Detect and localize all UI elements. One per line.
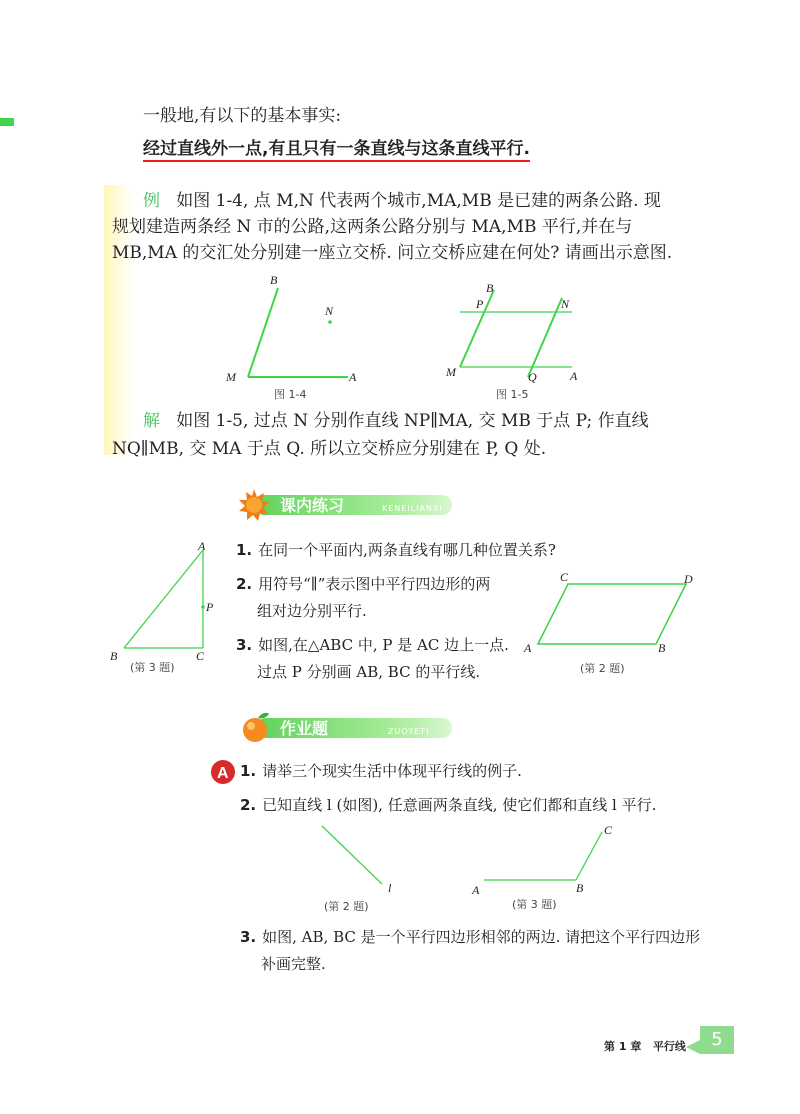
label-N: N [561, 297, 570, 311]
question-number: 2. [240, 796, 257, 814]
label-M: M [226, 370, 236, 384]
label-A: A [198, 539, 206, 553]
figure-line-l [310, 822, 410, 922]
intro-lead: 一般地,有以下的基本事实: [143, 106, 342, 126]
left-edge-tab [0, 118, 14, 126]
label-A: A [570, 369, 578, 383]
segment-BC [576, 832, 602, 880]
footer-chapter-number: 第 1 章 [604, 1040, 642, 1053]
example-text-1: 如图 1-4, 点 M,N 代表两个城市,MA,MB 是已建的两条公路. 现 [176, 191, 661, 211]
homework-subtitle: ZUOYETI [388, 727, 430, 736]
question-text: 请举三个现实生活中体现平行线的例子. [262, 762, 522, 780]
figure-triangle [108, 538, 218, 678]
homework-question-2 [240, 792, 656, 819]
question-number: 3. [240, 928, 257, 946]
figure-1-4-caption: 图 1-4 [274, 388, 307, 401]
question-text: 已知直线 l (如图), 任意画两条直线, 使它们都和直线 l 平行. [262, 796, 657, 814]
example-label: 例 [143, 191, 160, 211]
label-C: C [560, 570, 569, 584]
footer-page-tab-arrow [686, 1040, 700, 1054]
question-text-1: 如图,在△ABC 中, P 是 AC 边上一点. [258, 636, 509, 654]
footer-chapter [604, 1038, 686, 1054]
figure-abc-caption: (第 3 题) [512, 898, 557, 911]
question-number: 2. [236, 575, 253, 593]
label-N: N [325, 304, 334, 318]
figure-parallelogram [520, 568, 710, 680]
question-text-2: 过点 P 分别画 AB, BC 的平行线. [257, 663, 481, 681]
line-MB [248, 288, 278, 377]
solution-label: 解 [143, 411, 160, 431]
line-NQ [528, 298, 562, 377]
practice-title: 课内练习 [280, 496, 345, 515]
label-A: A [472, 883, 480, 897]
orange-fruit-icon [243, 718, 267, 742]
side-AB [124, 550, 203, 648]
line-l [322, 826, 382, 884]
label-A: A [349, 370, 357, 384]
label-D: D [684, 572, 693, 586]
label-B: B [486, 281, 494, 295]
homework-question-1 [240, 758, 522, 785]
figure-1-5 [440, 272, 590, 402]
basic-fact [143, 136, 530, 162]
solution-line-2: NQ∥MB, 交 MA 于点 Q. 所以立交桥应分别建在 P, Q 处. [112, 439, 547, 459]
label-M: M [446, 365, 456, 379]
practice-question-3 [236, 632, 509, 686]
practice-subtitle: KENEILIANXI [382, 504, 443, 513]
sun-icon-core [246, 497, 262, 513]
figure-1-4 [220, 272, 370, 402]
figure-parallelogram-caption: (第 2 题) [580, 662, 625, 675]
figure-triangle-caption: (第 3 题) [130, 661, 175, 674]
orange-fruit-highlight [247, 722, 255, 730]
practice-banner [236, 487, 456, 523]
practice-question-2 [236, 571, 490, 625]
question-text-1: 如图, AB, BC 是一个平行四边形相邻的两边. 请把这个平行四边形 [262, 928, 701, 946]
practice-question-1 [236, 537, 556, 564]
figure-1-5-caption: 图 1-5 [496, 388, 529, 401]
question-number: 1. [236, 541, 253, 559]
solution-line-1 [143, 408, 649, 434]
parallelogram-ABDC [538, 584, 686, 644]
level-a-badge [210, 759, 236, 785]
question-text-1: 用符号“∥”表示图中平行四边形的两 [258, 575, 491, 593]
label-C: C [604, 823, 613, 837]
label-P: P [206, 600, 214, 614]
level-a-text: A [217, 765, 229, 782]
label-l: l [388, 881, 392, 895]
label-C: C [196, 649, 205, 663]
question-text-2: 组对边分别平行. [257, 602, 367, 620]
label-A: A [524, 641, 532, 655]
point-N [328, 320, 332, 324]
figure-abc [468, 820, 628, 920]
basic-fact-text: 经过直线外一点,有且只有一条直线与这条直线平行. [143, 139, 530, 162]
point-P [201, 605, 205, 609]
homework-banner [238, 710, 458, 746]
label-Q: Q [528, 370, 537, 384]
label-P: P [476, 297, 484, 311]
example-line-1 [143, 188, 661, 214]
page-number: 5 [700, 1026, 734, 1054]
label-B: B [658, 641, 666, 655]
example-line-3: MB,MA 的交汇处分别建一座立交桥. 问立交桥应建在何处? 请画出示意图. [112, 243, 673, 263]
question-text: 在同一个平面内,两条直线有哪几种位置关系? [258, 541, 556, 559]
example-line-2: 规划建造两条经 N 市的公路,这两条公路分别与 MA,MB 平行,并在与 [112, 217, 633, 237]
figure-line-l-caption: (第 2 题) [324, 900, 369, 913]
homework-question-3 [240, 924, 700, 978]
solution-text-1: 如图 1-5, 过点 N 分别作直线 NP∥MA, 交 MB 于点 P; 作直线 [176, 411, 649, 431]
homework-title: 作业题 [280, 719, 329, 738]
leaf-icon [258, 713, 269, 719]
label-B: B [270, 273, 278, 287]
label-B: B [110, 649, 118, 663]
question-number: 1. [240, 762, 257, 780]
label-B: B [576, 881, 584, 895]
footer-chapter-title: 平行线 [652, 1040, 686, 1053]
question-number: 3. [236, 636, 253, 654]
question-text-2: 补画完整. [261, 955, 326, 973]
